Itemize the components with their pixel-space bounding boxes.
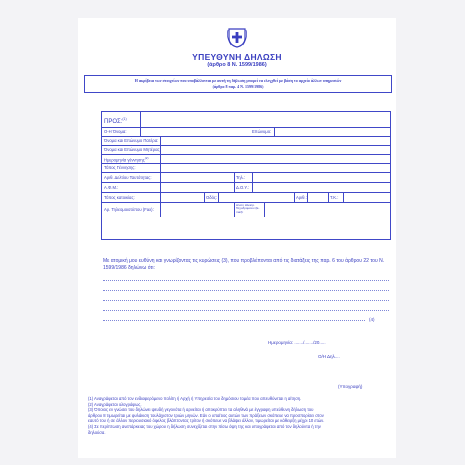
declaration-line — [103, 280, 389, 281]
footnotes — [88, 396, 388, 435]
footnote-4-cont: δηλούσα. — [88, 429, 106, 435]
greek-emblem-icon — [227, 26, 247, 48]
footnote-2: (2) Αναγράφεται ολογράφως. — [88, 401, 142, 407]
doy-label: Δ.Ο.Υ.: — [236, 185, 249, 190]
footnote-3: (3) Όποιος εν γνώσει του δηλώνει ψευδή γεγονότα ή αρνείται ή αποκρύπτει τα αληθινά με έγγραφη υπεύθυνη δήλωση του — [88, 407, 314, 413]
declaration-line — [103, 300, 389, 301]
father-name-label: Όνομα και Επώνυμο Πατέρα: — [104, 138, 159, 143]
birth-place-label: Τόπος Γέννησης: — [104, 165, 136, 170]
document-title: ΥΠΕΥΘΥΝΗ ΔΗΛΩΣΗ — [192, 52, 282, 62]
surname-label: Επώνυμο: — [252, 129, 272, 134]
document-subtitle: (άρθρο 8 Ν. 1599/1986) — [207, 62, 267, 68]
afm-label: Α.Φ.Μ.: — [104, 185, 119, 190]
notice-line-2: (άρθρο 8 παρ. 4 Ν. 1599/1986) — [212, 84, 264, 89]
declaration-text: Με ατομική μου ευθύνη και γνωρίζοντας τις κυρώσεις (3), που προβλέπονται από τις διατάξεις της παρ. 6 του άρθρου 22 του Ν. 1599/1986 δηλώνω ότι: — [103, 258, 385, 271]
email-label: Δ/νση Ηλεκτρ. Ταχυδρομείου (E-mail): — [236, 203, 260, 214]
number-label: Αριθ.: — [296, 195, 307, 200]
signature-label: (Υπογραφή) — [338, 384, 363, 389]
declaration-line — [103, 310, 389, 311]
declaration-line — [103, 290, 389, 291]
footnote-3-cont: εαυτό του ή σε άλλον περιουσιακό όφελος βλάπτοντας τρίτον ή σκόπευε να βλάψει άλλον, τιμωρείται με κάθειρξη μέχρι 10 ετών. — [88, 418, 325, 424]
footnote-3-cont: άρθρου 8 τιμωρείται με φυλάκιση τουλάχιστον τριών μηνών. Εάν ο υπαίτιος αυτών των πράξεων σκόπευε να προσπορίσει στον — [88, 412, 324, 418]
recipient-label: ΠΡΟΣ: — [104, 119, 123, 125]
footnote-ref-4: (4) — [369, 317, 375, 322]
phone-label: Τηλ.: — [236, 175, 246, 180]
fax-label: Αρ. Τηλεομοιοτύπου (Fax): — [104, 207, 154, 212]
footnote-4: (4) Σε περίπτωση ανεπάρκειας του χώρου η δήλωση συνεχίζεται στην πίσω όψη της και υπογράφεται από τον δηλούντα ή την — [88, 423, 321, 429]
id-number-label: Αριθ. Δελτίου Ταυτότητας: — [104, 175, 152, 180]
residence-label: Τόπος κατοικίας: — [104, 195, 135, 200]
accuracy-notice — [84, 75, 392, 93]
footnote-ref-1: (1) — [122, 117, 127, 121]
footnote-1: (1) Αναγράφεται από τον ενδιαφερόμενο πολίτη ή Αρχή ή Υπηρεσία του δημόσιου τομέα που απευθύνεται η αίτηση. — [88, 396, 302, 401]
street-label: Οδός: — [206, 195, 218, 200]
first-name-label: Ο-Η Όνομα: — [104, 129, 127, 134]
date-label: Ημερομηνία: ......./......./20..... — [268, 340, 326, 345]
declarant-details-form — [101, 111, 391, 240]
birth-date-label: Ημερομηνία γέννησης — [104, 157, 145, 163]
declaration-line — [103, 320, 365, 321]
footnote-ref-2: (2) — [144, 156, 149, 160]
row-fax-email — [102, 202, 390, 217]
row-recipient — [102, 112, 390, 128]
signer-label: Ο/Η Δηλ.... — [318, 354, 340, 359]
form-sheet — [78, 18, 396, 458]
postal-code-label: Τ.Κ.: — [330, 195, 339, 200]
mother-name-label: Όνομα και Επώνυμο Μητέρας: — [104, 147, 161, 152]
notice-line-1: Η ακρίβεια των στοιχείων που υποβάλλονται με αυτή τη δήλωση μπορεί να ελεγχθεί με βάση το αρχείο άλλων υπηρεσιών — [134, 78, 342, 83]
